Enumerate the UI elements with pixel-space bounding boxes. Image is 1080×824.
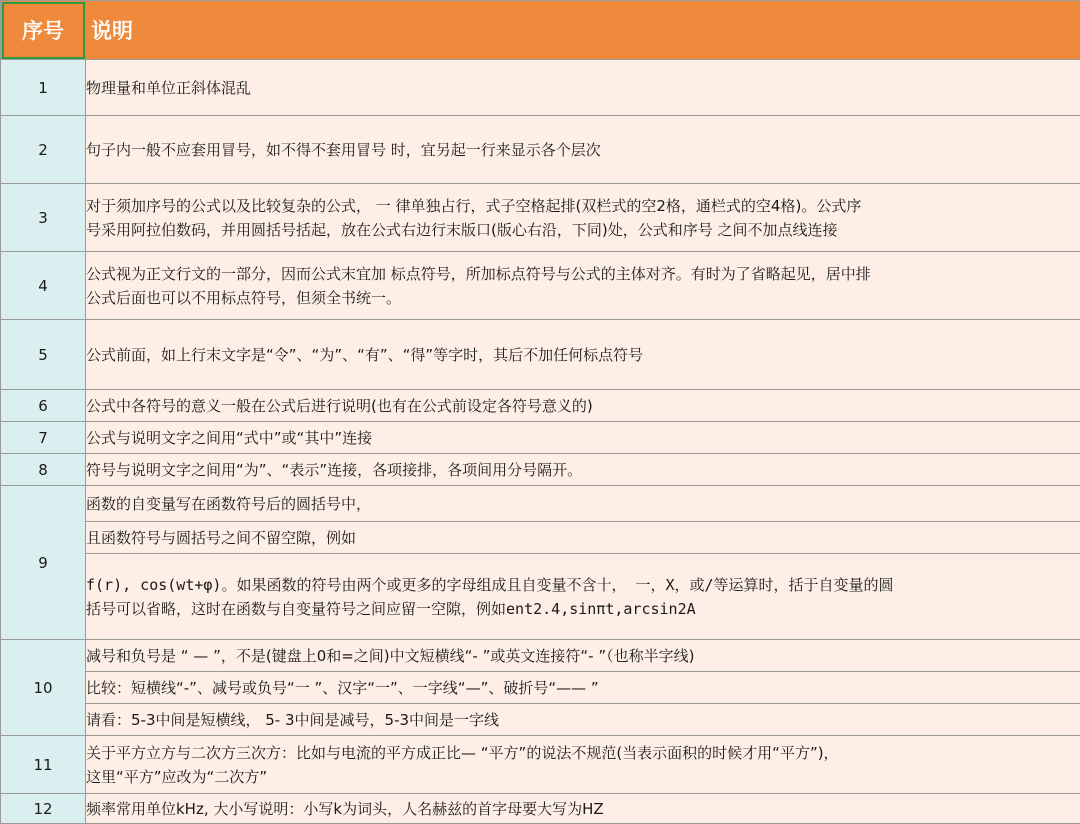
table-row (1, 736, 1080, 794)
description-line: 物理量和单位正斜体混乱 (86, 78, 252, 97)
table-row (1, 640, 1080, 672)
header-row (1, 1, 1080, 60)
description-line: 公式与说明文字之间用“式中”或“其中”连接 (86, 428, 373, 447)
description-line: 符号与说明文字之间用“为”、“表示”连接，各项接排，各项间用分号隔开。 (86, 460, 583, 479)
row-number-cell[interactable]: 3 (1, 184, 86, 252)
table-row (1, 252, 1080, 320)
row-number-cell[interactable]: 11 (1, 736, 86, 794)
table-row (1, 422, 1080, 454)
description-subcell[interactable] (86, 640, 1080, 672)
description-line: 关于平方立方与二次方三次方：比如与电流的平方成正比— “平方”的说法不规范(当表示面积的时候才用“平方”)， (86, 743, 839, 762)
description-cell[interactable] (86, 390, 1080, 422)
row-number-cell[interactable]: 7 (1, 422, 86, 454)
row-number-cell[interactable]: 9 (1, 486, 86, 640)
table-row (1, 320, 1080, 390)
row-number-cell[interactable]: 4 (1, 252, 86, 320)
row-number-cell[interactable]: 6 (1, 390, 86, 422)
description-cell[interactable] (86, 794, 1080, 824)
description-line: 公式前面，如上行末文字是“令”、“为”、“有”、“得”等字时，其后不加任何标点符号 (86, 345, 644, 364)
table-row (1, 454, 1080, 486)
row-number-cell[interactable]: 5 (1, 320, 86, 390)
table-row (1, 390, 1080, 422)
description-line: 比较：短横线“-”、减号或负号“一 ”、汉字“一”、一字线“—”、破折号“—— ” (86, 678, 599, 697)
description-line: 对于须加序号的公式以及比较复杂的公式， 一 律单独占行，式子空格起排(双栏式的空2格，通栏式的空4格)。公式序 (86, 196, 862, 215)
description-line: 这里“平方”应改为“二次方” (86, 767, 268, 786)
table-row (1, 60, 1080, 116)
description-line: 请看：5-3中间是短横线， 5- 3中间是减号，5-3中间是一字线 (86, 710, 500, 729)
row-number-cell[interactable]: 12 (1, 794, 86, 824)
row-number-cell[interactable]: 10 (1, 640, 86, 736)
table-row (1, 672, 1080, 704)
description-cell[interactable] (86, 422, 1080, 454)
row-number-cell[interactable]: 2 (1, 116, 86, 184)
description-line: 号采用阿拉伯数码，并用圆括号括起，放在公式右边行末版口(版心右沿，下同)处，公式和序号 之间不加点线连接 (86, 220, 838, 239)
description-subcell[interactable] (86, 672, 1080, 704)
description-subcell[interactable] (86, 554, 1080, 640)
description-subcell[interactable] (86, 704, 1080, 736)
header-cell-number[interactable]: 序号 (1, 1, 86, 60)
description-line: 公式中各符号的意义一般在公式后进行说明(也有在公式前设定各符号意义的) (86, 396, 593, 415)
description-line: 括号可以省略，这时在函数与自变量符号之间应留一空隙，例如ent2.4,sinπt,arcsin2A (86, 599, 696, 618)
description-line: 函数的自变量写在函数符号后的圆括号中， (86, 494, 372, 513)
description-line: 公式视为正文行文的一部分，因而公式末宜加 标点符号，所加标点符号与公式的主体对齐。有时为了省略起见，居中排 (86, 264, 871, 283)
table-row (1, 704, 1080, 736)
description-line: 减号和负号是 “ — ”，不是(键盘上0和=之间)中文短横线“- ”或英文连接符“- ”（也称半字线) (86, 646, 695, 665)
description-cell[interactable] (86, 320, 1080, 390)
description-line: 且函数符号与圆括号之间不留空隙，例如 (86, 528, 357, 547)
table-row (1, 116, 1080, 184)
description-cell[interactable] (86, 252, 1080, 320)
header-cell-description[interactable]: 说明 (86, 1, 1080, 60)
description-cell[interactable] (86, 184, 1080, 252)
description-line: 句子内一般不应套用冒号，如不得不套用冒号 时，宜另起一行来显示各个层次 (86, 140, 601, 159)
description-line: 频率常用单位kHz, 大小写说明：小写k为词头，人名赫兹的首字母要大写为HZ (86, 799, 604, 818)
description-line: 公式后面也可以不用标点符号，但须全书统一。 (86, 288, 402, 307)
row-number-cell[interactable]: 1 (1, 60, 86, 116)
table-row (1, 486, 1080, 522)
description-cell[interactable] (86, 60, 1080, 116)
table-row (1, 184, 1080, 252)
description-subcell[interactable] (86, 522, 1080, 554)
description-cell[interactable] (86, 116, 1080, 184)
description-subcell[interactable] (86, 486, 1080, 522)
table-row (1, 554, 1080, 640)
description-line: f(r), cos(wt+φ)。如果函数的符号由两个或更多的字母组成且自变量不含十， 一，X，或/等运算时，括于自变量的圆 (86, 575, 894, 594)
table-row (1, 794, 1080, 824)
table-row (1, 522, 1080, 554)
description-cell[interactable] (86, 454, 1080, 486)
row-number-cell[interactable]: 8 (1, 454, 86, 486)
description-cell[interactable] (86, 736, 1080, 794)
